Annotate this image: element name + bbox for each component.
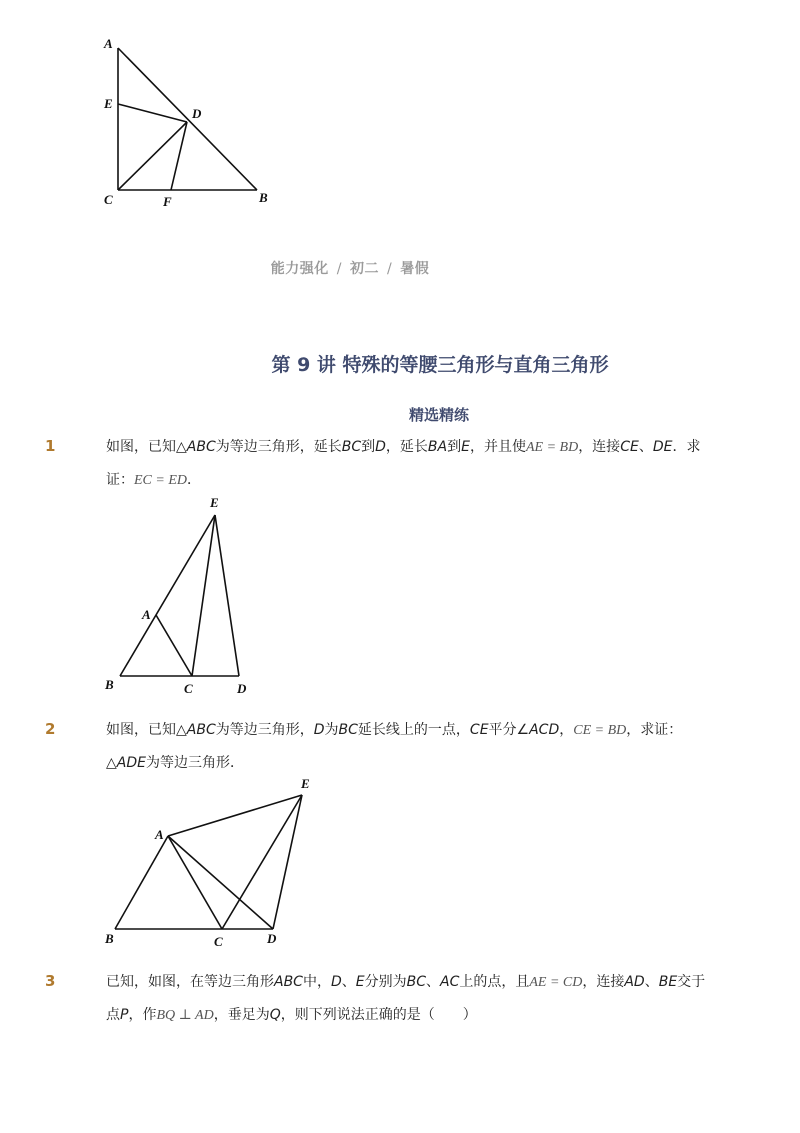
segment-ac: [156, 615, 192, 676]
segment-ce: [192, 515, 215, 676]
label-c: C: [214, 934, 223, 949]
question-1-number: 1: [45, 437, 56, 455]
label-f: F: [163, 194, 172, 209]
header-part3: 暑假: [400, 261, 430, 277]
header-sep-2: /: [387, 261, 393, 277]
label-c: C: [104, 192, 113, 207]
segment-de: [215, 515, 239, 676]
page-header: [0, 258, 700, 278]
segment-ba: [115, 836, 168, 929]
section-subtitle: 精选精练: [408, 406, 469, 424]
header-part1: 能力强化: [270, 261, 329, 277]
label-d: D: [237, 681, 247, 696]
segment-cd: [118, 122, 187, 190]
label-b: B: [105, 677, 114, 692]
label-e: E: [104, 96, 113, 111]
question-3-number: 3: [45, 972, 56, 990]
label-c: C: [184, 681, 193, 696]
header-sep-1: /: [336, 261, 342, 277]
label-b: B: [259, 190, 268, 205]
question-1-line-2: 证：EC = ED．: [106, 472, 201, 488]
segment-be: [120, 515, 215, 676]
segment-ad: [168, 836, 273, 929]
label-e: E: [210, 495, 219, 510]
label-b: B: [105, 931, 114, 946]
question-1-text: [106, 431, 726, 497]
segment-ac: [168, 836, 222, 929]
question-3-line-1: 已知，如图，在等边三角形ABC中，D、E分别为BC、AC上的点，且AE = CD，连接AD、BE交于: [106, 974, 706, 990]
label-a: A: [155, 827, 164, 842]
question-2-text: [106, 714, 726, 780]
question-1-line-1: 如图，已知△ABC为等边三角形，延长BC到D，延长BA到E，并且使AE = BD，连接CE、DE．求: [106, 439, 701, 455]
figure-top-triangle: [95, 30, 285, 215]
label-a: A: [142, 607, 151, 622]
label-a: A: [104, 36, 113, 51]
segment-de: [273, 795, 302, 929]
question-2-number: 2: [45, 720, 56, 738]
segment-fd: [171, 122, 187, 190]
segment-ed: [118, 104, 187, 122]
question-2-line-2: △ADE为等边三角形．: [106, 755, 244, 771]
lecture-title: 第 9 讲 特殊的等腰三角形与直角三角形: [271, 354, 609, 376]
question-2-line-1: 如图，已知△ABC为等边三角形，D为BC延长线上的一点，CE平分∠ACD，CE = BD，求证：: [106, 722, 683, 738]
header-part2: 初二: [350, 261, 379, 277]
label-e: E: [301, 776, 310, 791]
label-d: D: [267, 931, 277, 946]
label-d: D: [192, 106, 202, 121]
question-1-figure: [100, 493, 270, 703]
question-3-line-2: 点P，作BQ ⊥ AD，垂足为Q，则下列说法正确的是（ ）: [106, 1007, 477, 1023]
question-3-text: [106, 966, 726, 1032]
question-2-figure: [100, 775, 330, 955]
